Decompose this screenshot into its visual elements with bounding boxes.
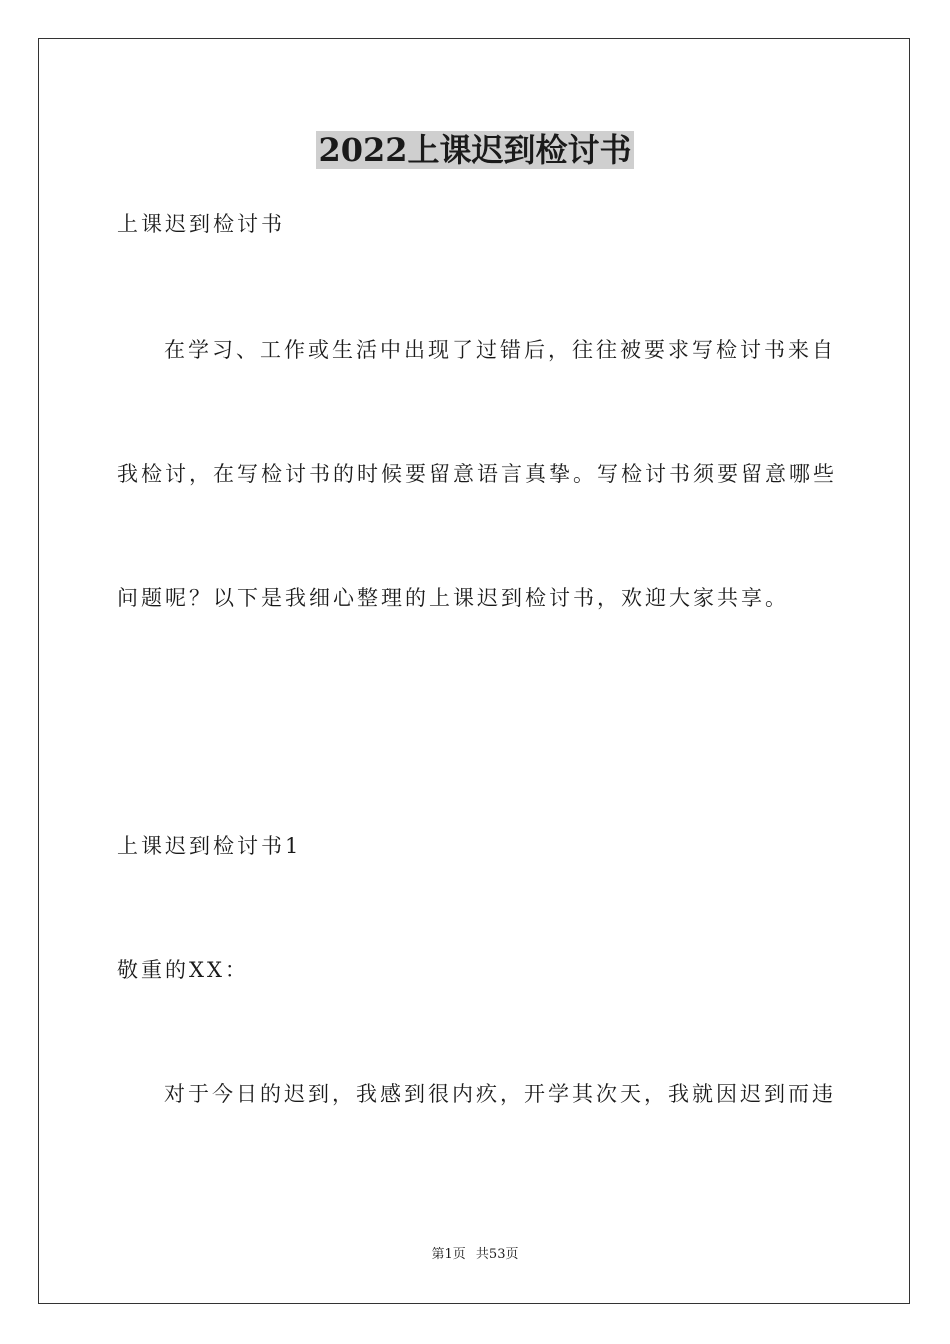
salutation: 敬重的XX： (117, 958, 249, 982)
document-title (0, 128, 950, 172)
page-footer: 第1页 共53页 (431, 1247, 519, 1262)
document-title-text: 2022上课迟到检讨书 (318, 131, 632, 169)
section-heading: 上课迟到检讨书1 (117, 834, 302, 858)
body-line-1: 对于今日的迟到，我感到很内疚，开学其次天，我就因迟到而违 (164, 1082, 836, 1106)
intro-line-2: 我检讨，在写检讨书的时候要留意语言真挚。写检讨书须要留意哪些 (117, 462, 837, 486)
intro-line-1: 在学习、工作或生活中出现了过错后，往往被要求写检讨书来自 (164, 338, 836, 362)
heading: 上课迟到检讨书 (117, 212, 285, 236)
intro-line-3: 问题呢？以下是我细心整理的上课迟到检讨书，欢迎大家共享。 (117, 586, 789, 610)
